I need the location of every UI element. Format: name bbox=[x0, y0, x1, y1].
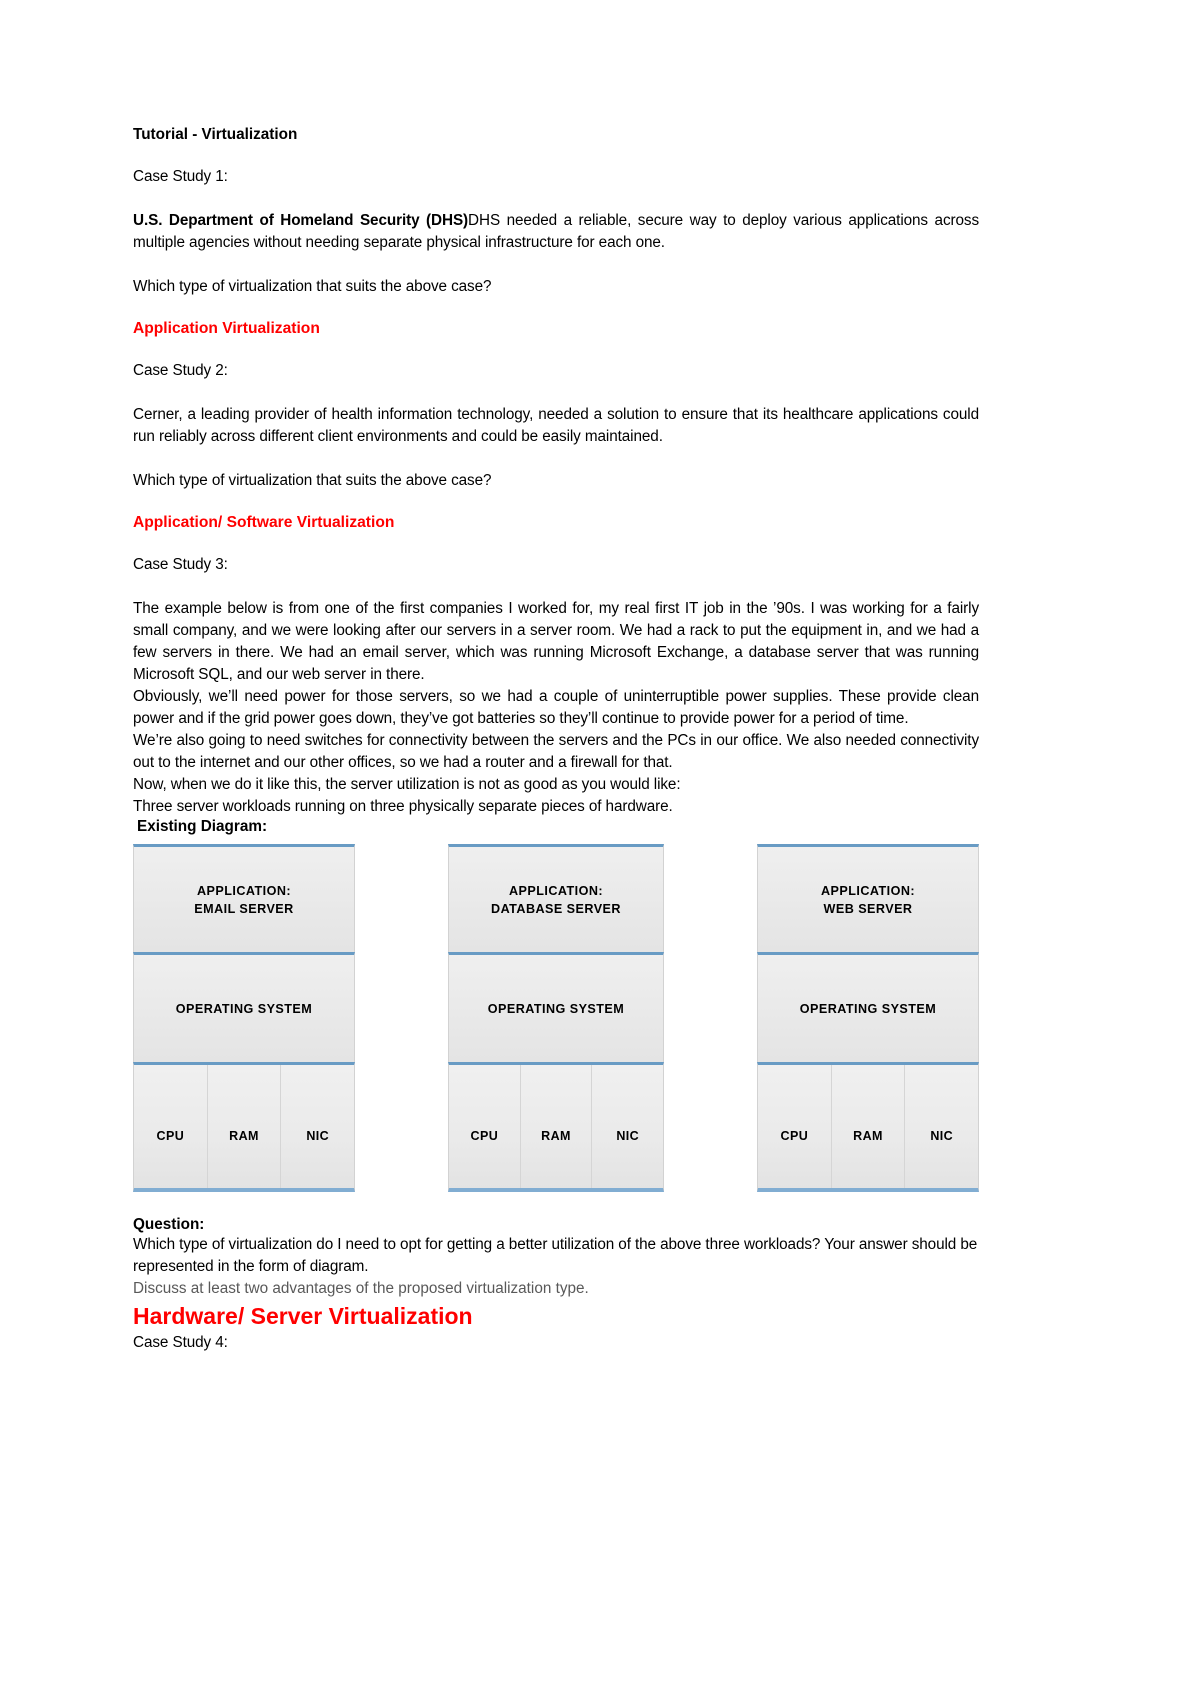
hardware-cell-cpu: CPU bbox=[758, 1065, 832, 1188]
case-study-1-paragraph bbox=[133, 210, 979, 254]
server-stack-web bbox=[757, 844, 979, 1192]
server-stack-email bbox=[133, 844, 355, 1192]
case-study-2-paragraph: Cerner, a leading provider of health information technology, needed a solution to ensure that its healthcare applications could run reliably across different client environments and could be easily maintained. bbox=[133, 406, 979, 445]
page-title: Tutorial - Virtualization bbox=[133, 126, 298, 143]
hardware-cell-ram: RAM bbox=[832, 1065, 906, 1188]
question-prompt-2: Which type of virtualization that suits the above case? bbox=[133, 472, 492, 489]
diagram-spacer bbox=[133, 1192, 979, 1216]
hardware-cell-ram: RAM bbox=[208, 1065, 282, 1188]
application-label: APPLICATION: bbox=[820, 883, 916, 898]
question-prompt-1: Which type of virtualization that suits the above case? bbox=[133, 278, 492, 295]
server-stack-database bbox=[448, 844, 664, 1192]
hardware-row-database bbox=[448, 1062, 664, 1192]
case-study-1-bold-lead: U.S. Department of Homeland Security (DHS) bbox=[133, 212, 469, 229]
hardware-cell-cpu: CPU bbox=[449, 1065, 521, 1188]
case-study-3-paragraph-3: We’re also going to need switches for connectivity between the servers and the PCs in our office. We also needed connectivity out to the internet and our other offices, so we had a router and a firewall for that. bbox=[133, 732, 979, 771]
hardware-row-email bbox=[133, 1062, 355, 1192]
case-study-3-paragraph-2: Obviously, we’ll need power for those servers, so we had a couple of uninterruptible power supplies. These provide clean power and if the grid power goes down, they’ve got batteries so they’ll continue to provide power for a period of time. bbox=[133, 688, 979, 727]
application-label: APPLICATION: bbox=[196, 883, 292, 898]
case-study-1-label: Case Study 1: bbox=[133, 168, 228, 185]
document-body bbox=[133, 126, 979, 1354]
application-name: WEB SERVER bbox=[823, 901, 913, 916]
case-study-3-paragraph-1: The example below is from one of the first companies I worked for, my real first IT job in the ’90s. I was working for a fairly small company, and we were looking after our servers in a server room. We had a rack to put the equipment in, and we had a few servers in there. We had an email server, which was running Microsoft Exchange, a database server that was running Microsoft SQL, and our web server in there. bbox=[133, 600, 979, 683]
hardware-cell-nic: NIC bbox=[930, 1128, 954, 1143]
answer-2: Application/ Software Virtualization bbox=[133, 514, 395, 531]
case-study-1-text: DHS needed a reliable, secure way to deploy various applications across multiple agencies without needing separate physical infrastructure for each one. bbox=[133, 212, 979, 251]
case-study-3-paragraph-4: Now, when we do it like this, the server utilization is not as good as you would like: bbox=[133, 776, 681, 793]
application-name: DATABASE SERVER bbox=[491, 901, 621, 916]
hardware-cell-nic: NIC bbox=[306, 1128, 330, 1143]
operating-system-band-web bbox=[757, 952, 979, 1062]
operating-system-label: OPERATING SYSTEM bbox=[799, 1001, 937, 1016]
case-study-3-label: Case Study 3: bbox=[133, 556, 228, 573]
question-text: Which type of virtualization do I need to opt for getting a better utilization of the above three workloads? Your answer should be represented in the form of diagram. bbox=[133, 1236, 978, 1275]
case-study-2-label: Case Study 2: bbox=[133, 362, 228, 379]
case-study-4-label: Case Study 4: bbox=[133, 1334, 228, 1351]
existing-diagram-label: Existing Diagram: bbox=[137, 818, 268, 835]
discuss-text: Discuss at least two advantages of the proposed virtualization type. bbox=[133, 1280, 589, 1297]
application-name: EMAIL SERVER bbox=[194, 901, 294, 916]
operating-system-label: OPERATING SYSTEM bbox=[175, 1001, 313, 1016]
existing-architecture-diagram bbox=[133, 844, 979, 1192]
answer-3: Hardware/ Server Virtualization bbox=[133, 1303, 473, 1329]
hardware-cell-cpu: CPU bbox=[134, 1065, 208, 1188]
question-label: Question: bbox=[133, 1216, 205, 1233]
application-band-email bbox=[133, 844, 355, 952]
operating-system-band-database bbox=[448, 952, 664, 1062]
hardware-cell-ram: RAM bbox=[521, 1065, 593, 1188]
case-study-3-paragraph-5: Three server workloads running on three physically separate pieces of hardware. bbox=[133, 798, 673, 815]
answer-1: Application Virtualization bbox=[133, 320, 320, 337]
operating-system-band-email bbox=[133, 952, 355, 1062]
application-label: APPLICATION: bbox=[508, 883, 604, 898]
operating-system-label: OPERATING SYSTEM bbox=[487, 1001, 625, 1016]
hardware-row-web bbox=[757, 1062, 979, 1192]
application-band-database bbox=[448, 844, 664, 952]
application-band-web bbox=[757, 844, 979, 952]
hardware-cell-nic: NIC bbox=[616, 1128, 640, 1143]
